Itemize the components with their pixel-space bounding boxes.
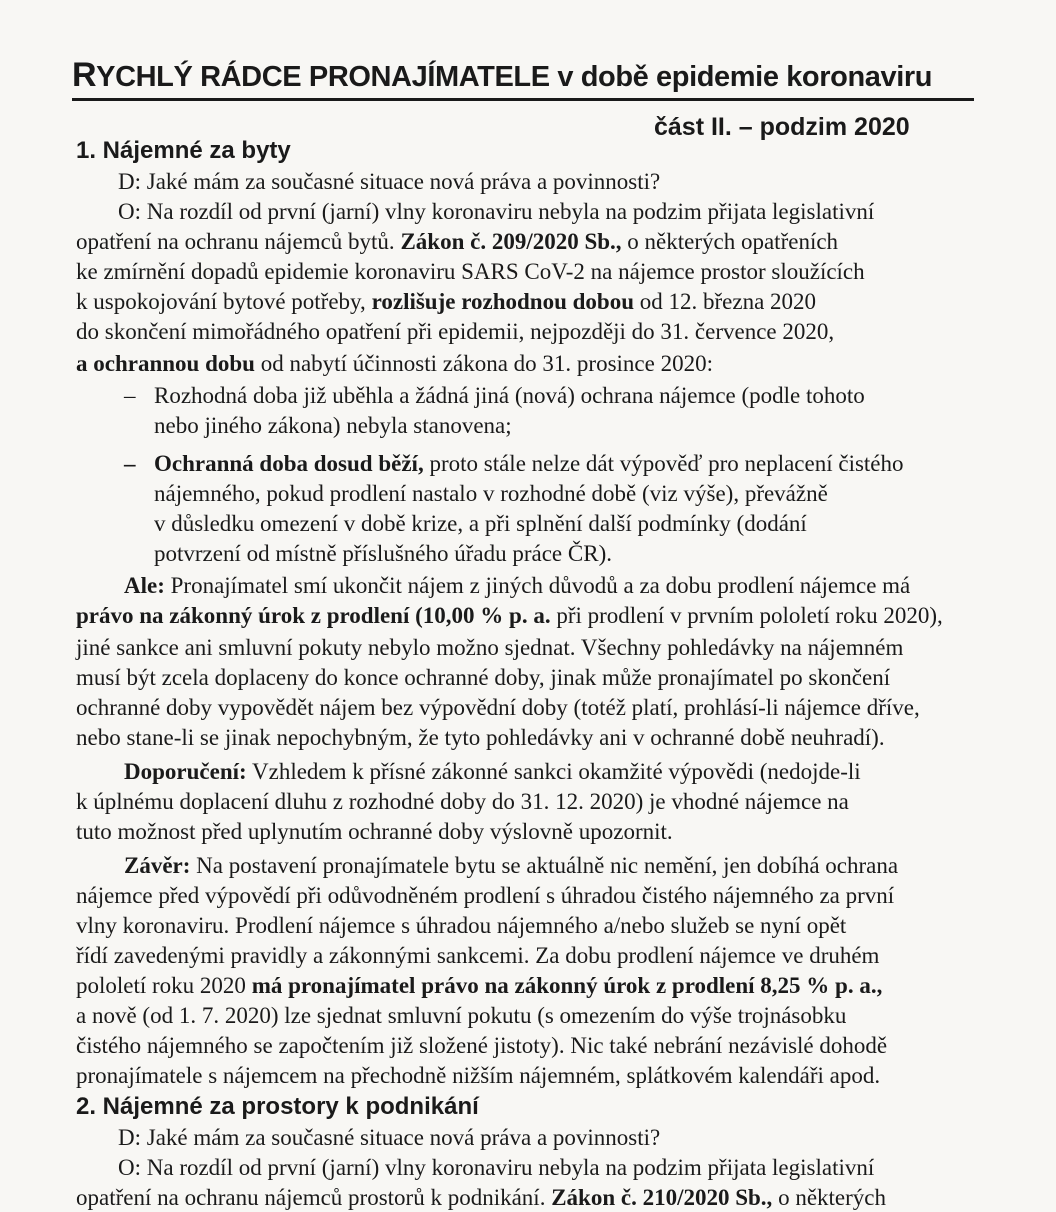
ale-paragraph-line: nebo stane-li se jinak nepochybným, že tyto pohledávky ani v ochranné době neuhradí). <box>76 725 885 750</box>
conclusion-line: nájemce před výpovědí při odůvodněném prodlení s úhradou čistého nájemného za první <box>76 883 895 908</box>
section-2-answer-line: opatření na ochranu nájemců prostorů k podnikání. Zákon č. 210/2020 Sb., o některých <box>76 1185 886 1210</box>
recommendation-line: tuto možnost před uplynutím ochranné doby výslovně upozornit. <box>76 819 673 844</box>
bullet-dash: – <box>124 383 136 408</box>
conclusion-line: pololetí roku 2020 má pronajímatel právo na zákonný úrok z prodlení 8,25 % p. a., <box>76 973 883 998</box>
ale-paragraph-line: ochranné doby vypovědět nájem bez výpovědní doby (totéž platí, prohlásí-li nájemce dříve, <box>76 695 920 720</box>
section-1-answer-line: k uspokojování bytové potřeby, rozlišuje rozhodnou dobou od 12. března 2020 <box>76 289 817 314</box>
recommendation-line: Doporučení: Vzhledem k přísné zákonné sankci okamžité výpovědi (nedojde-li <box>124 759 861 784</box>
title-rule <box>72 98 974 101</box>
ale-paragraph-line: právo na zákonný úrok z prodlení (10,00 % p. a. při prodlení v prvním pololetí roku 2020), <box>76 603 943 628</box>
bullet-1-line: nebo jiného zákona) nebyla stanovena; <box>154 413 512 438</box>
section-1-question: D: Jaké mám za současné situace nová práva a povinnosti? <box>118 169 661 194</box>
bullet-2-line: v důsledku omezení v době krize, a při splnění další podmínky (dodání <box>154 511 807 536</box>
section-1-answer-line: a ochrannou dobu od nabytí účinnosti zákona do 31. prosince 2020: <box>76 351 713 376</box>
bullet-2-line: Ochranná doba dosud běží, proto stále nelze dát výpověď pro neplacení čistého <box>154 451 904 476</box>
conclusion-line: Závěr: Na postavení pronajímatele bytu se aktuálně nic nemění, jen dobíhá ochrana <box>124 853 899 878</box>
section-1-answer-line: do skončení mimořádného opatření při epidemii, nejpozději do 31. července 2020, <box>76 319 835 344</box>
bullet-dash: – <box>124 451 136 476</box>
section-2-question: D: Jaké mám za současné situace nová práva a povinnosti? <box>118 1125 661 1150</box>
document-subtitle: část II. – podzim 2020 <box>654 113 910 141</box>
ale-paragraph-line: jiné sankce ani smluvní pokuty nebylo možno sjednat. Všechny pohledávky na nájemném <box>76 635 904 660</box>
bullet-2-line: nájemného, pokud prodlení nastalo v rozhodné době (viz výše), převážně <box>154 481 828 506</box>
conclusion-line: vlny koronaviru. Prodlení nájemce s úhradou nájemného a/nebo služeb se nyní opět <box>76 913 847 938</box>
conclusion-line: řídí zavedenými pravidly a zákonnými sankcemi. Za dobu prodlení nájemce ve druhém <box>76 943 880 968</box>
bullet-1-line: Rozhodná doba již uběhla a žádná jiná (nová) ochrana nájemce (podle tohoto <box>154 383 865 408</box>
section-1-answer-line: opatření na ochranu nájemců bytů. Zákon č. 209/2020 Sb., o některých opatřeních <box>76 229 839 254</box>
ale-paragraph-line: musí být zcela doplaceny do konce ochranné doby, jinak může pronajímatel po skončení <box>76 665 891 690</box>
document-title <box>72 56 972 96</box>
section-1-heading: 1. Nájemné za byty <box>76 137 291 164</box>
title-initial: R <box>72 56 97 94</box>
conclusion-line: a nově (od 1. 7. 2020) lze sjednat smluvní pokutu (s omezením do výše trojnásobku <box>76 1003 847 1028</box>
section-2-answer-line: O: Na rozdíl od první (jarní) vlny koronaviru nebyla na podzim přijata legislativní <box>118 1155 875 1180</box>
ale-paragraph-line: Ale: Pronajímatel smí ukončit nájem z jiných důvodů a za dobu prodlení nájemce má <box>124 573 911 598</box>
title-main: YCHLÝ RÁDCE PRONAJÍMATELE <box>96 61 550 93</box>
title-rest: v době epidemie koronaviru <box>549 61 933 93</box>
conclusion-line: čistého nájemného se započtením již složené jistoty). Nic také nebrání nezávislé dohodě <box>76 1033 888 1058</box>
bullet-2-line: potvrzení od místně příslušného úřadu práce ČR). <box>154 541 612 566</box>
section-1-answer-line: O: Na rozdíl od první (jarní) vlny koronaviru nebyla na podzim přijata legislativní <box>118 199 875 224</box>
section-1-answer-line: ke zmírnění dopadů epidemie koronaviru SARS CoV-2 na nájemce prostor sloužících <box>76 259 865 284</box>
section-2-heading: 2. Nájemné za prostory k podnikání <box>76 1093 479 1120</box>
conclusion-line: pronajímatele s nájemcem na přechodně nižším nájemném, splátkovém kalendáři apod. <box>76 1063 881 1088</box>
recommendation-line: k úplnému doplacení dluhu z rozhodné doby do 31. 12. 2020) je vhodné nájemce na <box>76 789 849 814</box>
